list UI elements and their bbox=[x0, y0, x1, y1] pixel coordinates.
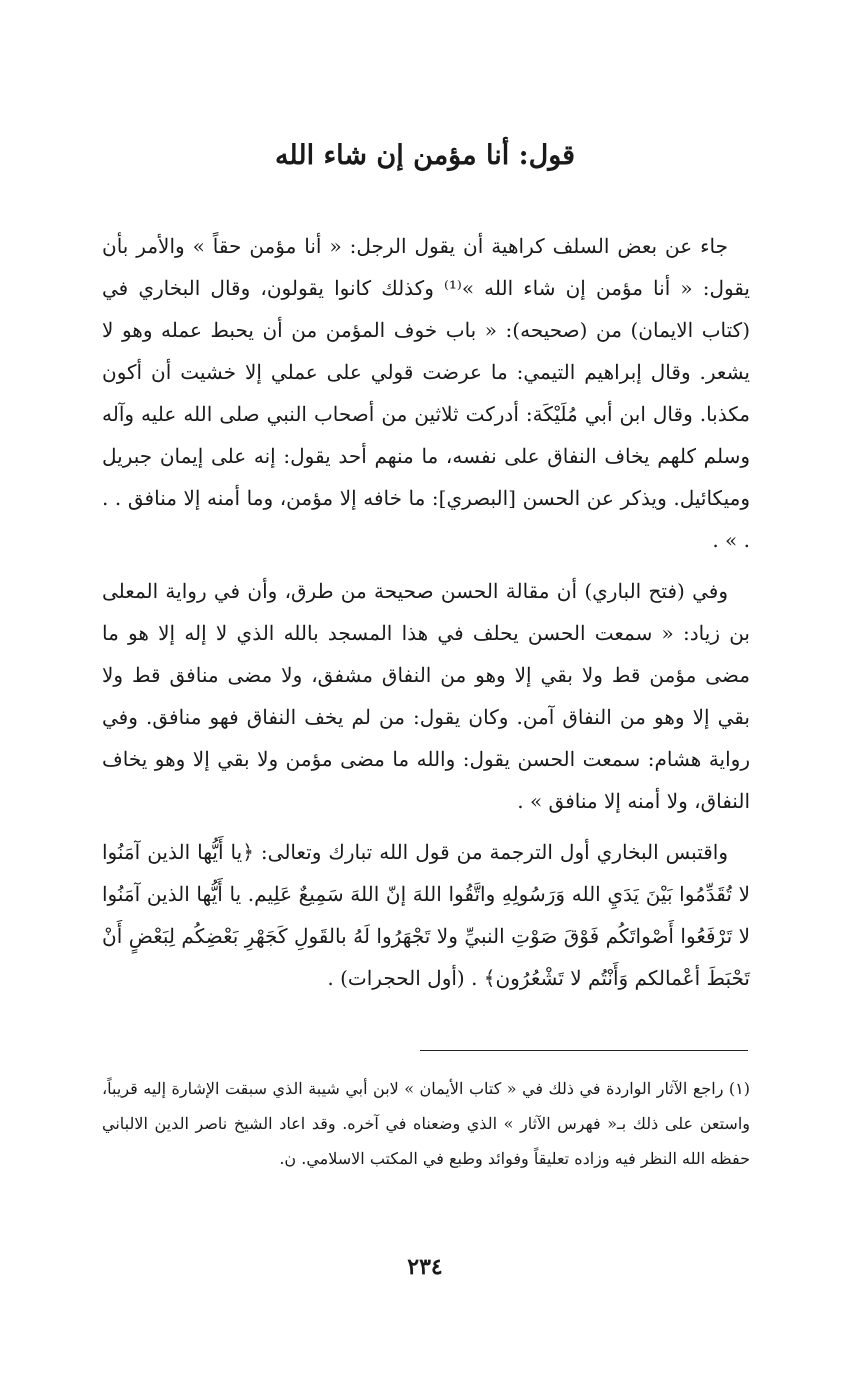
paragraph: جاء عن بعض السلف كراهية أن يقول الرجل: « أنا مؤمن حقاً » والأمر بأن يقول: « أنا مؤمن إن شاء الله »⁽¹⁾ وكذلك كانوا يقولون، وقال البخاري في (كتاب الايمان) من (صحيحه): « باب خوف المؤمن من أن يحبط عمله وهو لا يشعر. وقال إبراهيم التيمي: ما عرضت قولي على عملي إلا خشيت أن أكون مكذبا. وقال ابن أبي مُلَيْكَة: أدركت ثلاثين من أصحاب النبي صلى الله عليه وآله وسلم كلهم يخاف النفاق على نفسه، ما منهم أحد يقول: إنه على إيمان جبريل وميكائيل. ويذكر عن الحسن [البصري]: ما خافه إلا مؤمن، وما أمنه إلا منافق . . . » . bbox=[102, 234, 751, 552]
footnote-text: (١) راجع الآثار الواردة في ذلك في « كتاب الأيمان » لابن أبي شيبة الذي سبقت الإشارة إليه قريباً، واستعن على ذلك بـ« فهرس الآثار » الذي وضعناه في آخره. وقد اعاد الشيخ ناصر الدين الالباني حفظه الله النظر فيه وزاده تعليقاً وفوائد وطبع في المكتب الاسلامي. ن. bbox=[102, 1079, 750, 1168]
paragraph: وفي (فتح الباري) أن مقالة الحسن صحيحة من طرق، وأن في رواية المعلى بن زياد: « سمعت الحسن يحلف في هذا المسجد بالله الذي لا إله إلا هو ما مضى مؤمن قط ولا بقي إلا وهو من النفاق مشفق، ولا مضى منافق قط ولا بقي إلا وهو من النفاق آمن. وكان يقول: من لم يخف النفاق فهو منافق. وفي رواية هشام: سمعت الحسن يقول: والله ما مضى مؤمن ولا بقي إلا وهو يخاف النفاق، ولا أمنه إلا منافق » . bbox=[102, 579, 750, 813]
footnote bbox=[102, 1071, 750, 1176]
page-number: ٢٣٤ bbox=[407, 1254, 443, 1280]
main-text bbox=[102, 225, 750, 999]
footnote-separator bbox=[420, 1050, 748, 1051]
page-title: قول: أنا مؤمن إن شاء الله bbox=[274, 140, 576, 171]
paragraph: واقتبس البخاري أول الترجمة من قول الله تبارك وتعالى: ﴿يا أَيُّها الذين آمَنُوا لا تُقَدِّمُوا بَيْنَ يَدَيِ الله وَرَسُولِهِ واتَّقُوا اللهَ إنّ اللهَ سَمِيعٌ عَلِيم. يا أَيُّها الذين آمَنُوا لا تَرْفَعُوا أَصْواتَكُم فَوْقَ صَوْتِ النبيِّ ولا تَجْهَرُوا لَهُ بالقَولِ كَجَهْرِ بَعْضِكُم لِبَعْضٍ أَنْ تَحْبَطَ أعْمالكم وَأَنْتُم لا تَشْعُرُون﴾ . (أول الحجرات) . bbox=[102, 840, 750, 990]
